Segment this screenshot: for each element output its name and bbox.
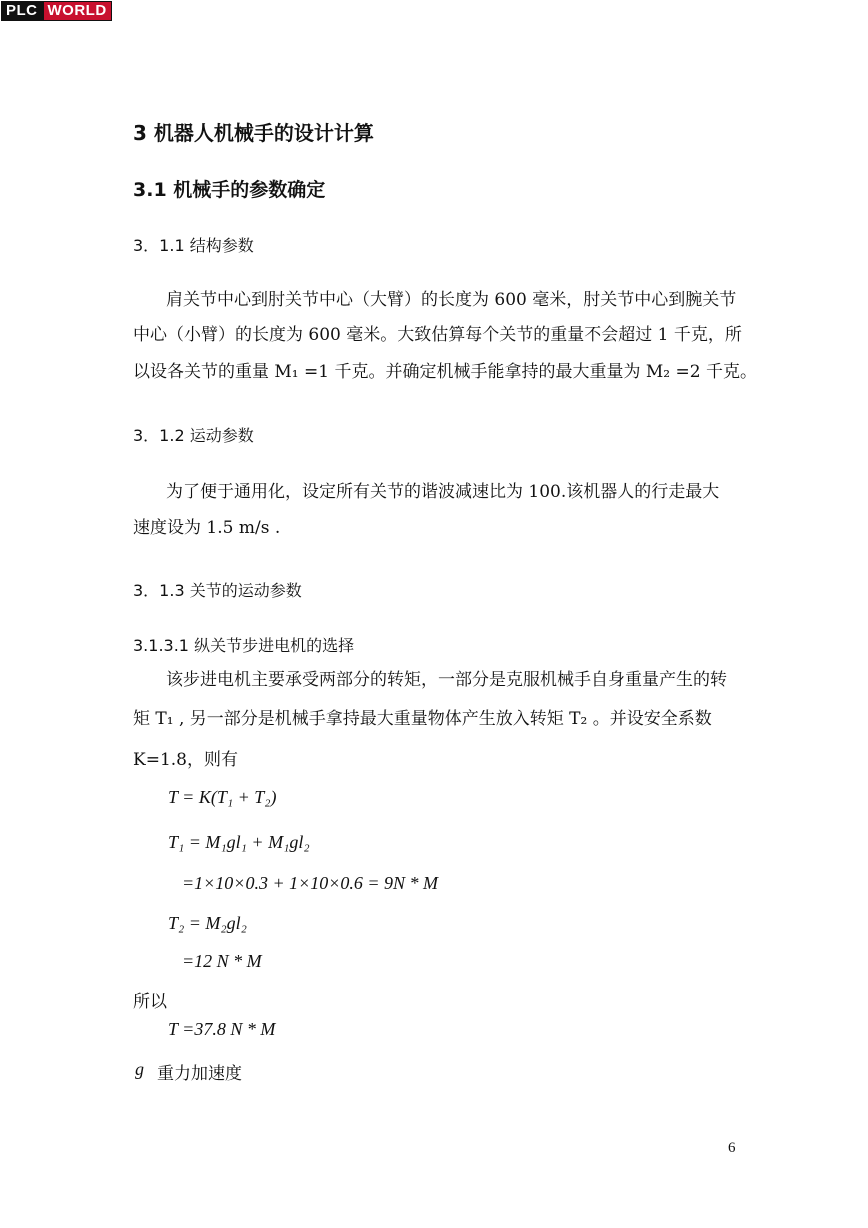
- section-3-1-title: 3.1 机械手的参数确定: [133, 179, 326, 201]
- paragraph-line: 速度设为 1.5 m/s .: [133, 518, 281, 538]
- paragraph-line: K=1.8，则有: [133, 750, 238, 770]
- section-3-1-2-title: 3．1.2 运动参数: [133, 426, 254, 445]
- so-label: 所以: [133, 992, 167, 1012]
- section-3-1-3-title: 3．1.3 关节的运动参数: [133, 581, 302, 600]
- paragraph-line: 中心（小臂）的长度为 600 毫米。大致估算每个关节的重量不会超过 1 千克，所: [133, 325, 742, 345]
- equation-torque-total: T = K(T₁ + T₂): [168, 787, 277, 807]
- section-3-1-1-title: 3．1.1 结构参数: [133, 236, 254, 255]
- paragraph-line: 矩 T₁ , 另一部分是机械手拿持最大重量物体产生放入转矩 T₂ 。并设安全系数: [133, 709, 712, 729]
- equation-t2-value: =12 N * M: [182, 951, 262, 971]
- page-number: 6: [728, 1140, 736, 1156]
- logo-part-plc: PLC: [1, 1, 43, 21]
- paragraph-line: 肩关节中心到肘关节中心（大臂）的长度为 600 毫米，肘关节中心到腕关节: [166, 290, 737, 310]
- equation-t1-value: =1×10×0.3 + 1×10×0.6 = 9N * M: [182, 873, 439, 893]
- logo-part-world: WORLD: [43, 1, 112, 21]
- paragraph-line: 该步进电机主要承受两部分的转矩，一部分是克服机械手自身重量产生的转: [166, 670, 727, 690]
- plcworld-logo: [1, 1, 112, 21]
- g-symbol: g: [135, 1059, 144, 1079]
- chapter-title: 3 机器人机械手的设计计算: [133, 121, 374, 145]
- section-3-1-3-1-title: 3.1.3.1 纵关节步进电机的选择: [133, 636, 355, 655]
- equation-t1: T₁ = M₁gl₁ + M₁gl₂: [168, 832, 310, 852]
- paragraph-line: 以设各关节的重量 M₁ =1 千克。并确定机械手能拿持的最大重量为 M₂ =2 千克。: [133, 362, 757, 382]
- equation-t-result: T =37.8 N * M: [168, 1019, 276, 1039]
- paragraph-line: 为了便于通用化，设定所有关节的谐波减速比为 100.该机器人的行走最大: [166, 482, 720, 502]
- g-description: 重力加速度: [157, 1064, 242, 1084]
- equation-t2: T₂ = M₂gl₂: [168, 913, 247, 933]
